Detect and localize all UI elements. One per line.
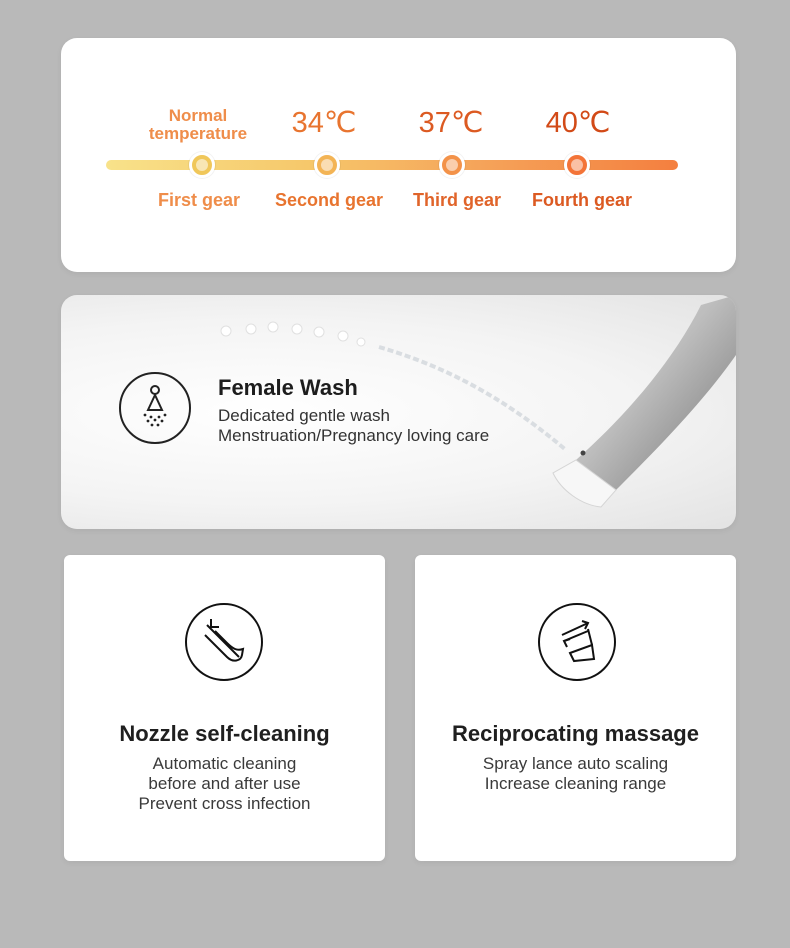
temp-level-2-label: 34℃ xyxy=(291,107,357,139)
reciprocating-arrows-icon xyxy=(538,603,616,681)
gear-3-dot[interactable] xyxy=(439,152,465,178)
temp-level-3-label: 37℃ xyxy=(418,107,484,139)
reciprocating-massage-title: Reciprocating massage xyxy=(452,721,699,746)
nozzle-line-1: Automatic cleaning xyxy=(152,754,297,773)
temp-level-1-line2: temperature xyxy=(148,124,248,143)
female-wash-card xyxy=(61,295,736,529)
reciprocating-massage-card xyxy=(415,555,736,861)
temp-level-4-label: 40℃ xyxy=(545,107,611,139)
nozzle-self-cleaning-title: Nozzle self-cleaning xyxy=(119,721,330,746)
gear-1-dot[interactable] xyxy=(189,152,215,178)
nozzle-clean-icon xyxy=(185,603,263,681)
nozzle-line-3: Prevent cross infection xyxy=(138,794,311,813)
female-wash-title: Female Wash xyxy=(218,375,358,400)
female-wash-line-2: Menstruation/Pregnancy loving care xyxy=(218,426,490,445)
female-wash-icon xyxy=(119,372,191,444)
massage-line-1: Spray lance auto scaling xyxy=(482,754,669,773)
gear-4-label: Fourth gear xyxy=(531,190,632,210)
reciprocating-glyph xyxy=(540,605,614,679)
spray-person-icon xyxy=(121,374,189,442)
gear-4-dot[interactable] xyxy=(564,152,590,178)
nozzle-self-cleaning-card xyxy=(64,555,385,861)
female-wash-line-1: Dedicated gentle wash xyxy=(218,406,391,425)
temperature-card xyxy=(61,38,736,272)
nozzle-line-2: before and after use xyxy=(148,774,301,793)
gear-2-dot[interactable] xyxy=(314,152,340,178)
temp-level-1-line1: Normal xyxy=(168,106,228,125)
gear-1-label: First gear xyxy=(157,190,241,210)
gear-3-label: Third gear xyxy=(412,190,501,210)
massage-line-2: Increase cleaning range xyxy=(484,774,667,793)
temp-level-1-label xyxy=(138,107,258,143)
nozzle-clean-glyph xyxy=(187,605,261,679)
gear-2-label: Second gear xyxy=(274,190,384,210)
